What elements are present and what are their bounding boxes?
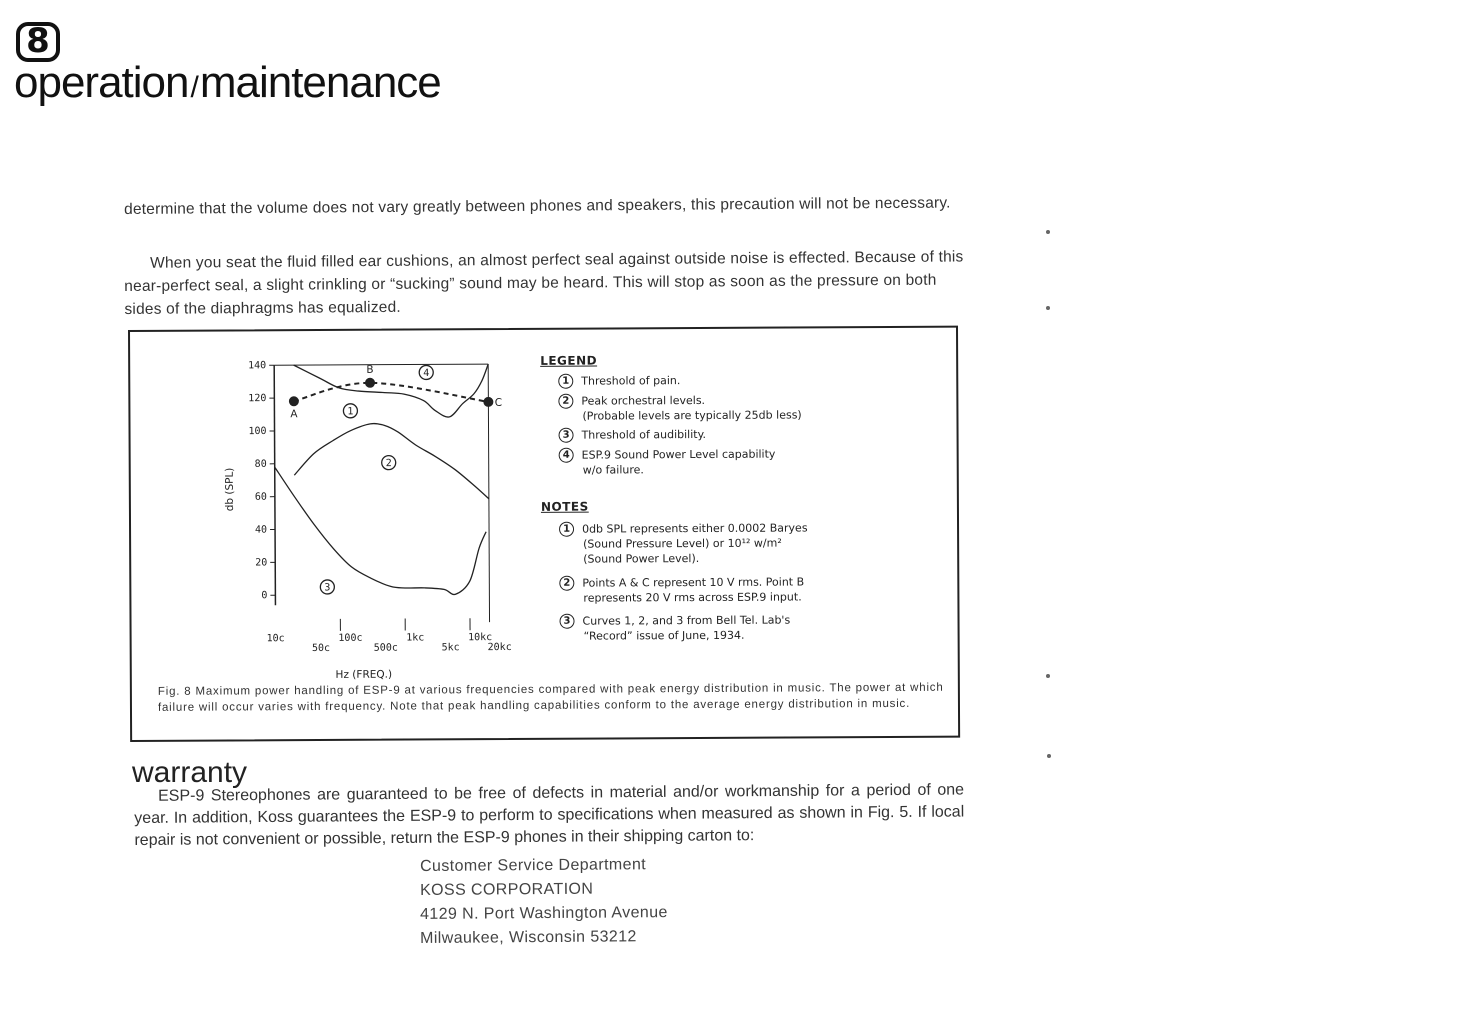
- y-tick-label: 20: [255, 557, 268, 569]
- note-line: “Record” issue of June, 1934.: [583, 628, 745, 643]
- x-tick-label: 10kc: [468, 632, 493, 644]
- legend-item: 4 ESP.9 Sound Power Level capability: [559, 447, 776, 463]
- address-line: 4129 N. Port Washington Avenue: [420, 904, 668, 923]
- x-tick-label: 20kc: [487, 641, 512, 654]
- title-separator: /: [190, 71, 198, 104]
- legend-item: 1 Threshold of pain.: [558, 373, 680, 389]
- y-tick-label: 40: [254, 524, 268, 536]
- data-point: [365, 378, 375, 388]
- note-item: 3 Curves 1, 2, and 3 from Bell Tel. Lab's: [559, 613, 790, 629]
- point-label: A: [290, 408, 298, 421]
- notes-panel: [540, 499, 808, 643]
- curve-number-label: 3: [324, 582, 331, 594]
- y-tick-label: 0: [261, 590, 268, 602]
- intro-paragraph-1: determine that the volume does not vary greatly between phones and speakers, this precaution will not be necessary.: [124, 194, 951, 218]
- title-left: operation: [14, 58, 189, 107]
- note-line: (Sound Pressure Level) or 10¹² w/m²: [583, 536, 782, 551]
- legend-item-sub: (Probable levels are typically 25db less): [582, 408, 802, 423]
- data-point: [483, 397, 493, 407]
- y-tick-label: 140: [248, 360, 267, 372]
- address-line: Milwaukee, Wisconsin 53212: [420, 928, 637, 947]
- warranty-heading: warranty: [132, 756, 248, 789]
- curve-number-label: 2: [385, 458, 392, 470]
- legend-heading: LEGEND: [540, 353, 598, 368]
- x-tick-label: 1kc: [406, 632, 425, 644]
- top-axis-line: [274, 364, 488, 365]
- legend-item-sub: w/o failure.: [582, 463, 644, 477]
- x-tick-label: 500c: [373, 642, 398, 654]
- series-3-line: [275, 466, 487, 595]
- title-right: maintenance: [199, 58, 441, 107]
- page-title: [14, 58, 441, 108]
- x-tick-label: 100c: [338, 632, 363, 644]
- margin-mark: [1046, 230, 1050, 234]
- curve-number-label: 1: [347, 406, 354, 418]
- legend-panel: [540, 353, 802, 477]
- intro-paragraph-2: When you seat the fluid filled ear cushions, an almost perfect seal against outside noise is effected. Because of this near-perfect seal, a slight crinkling or “sucking” sound may be heard. This will stop as soon as the pressure on both sides of the diaphragms has equalized.: [124, 248, 964, 318]
- y-tick-label: 80: [254, 458, 267, 470]
- x-tick-label: 50c: [311, 642, 331, 655]
- y-tick-label: 60: [254, 491, 267, 503]
- note-item: 2 Points A & C represent 10 V rms. Point B: [559, 574, 804, 590]
- margin-mark: [1047, 754, 1051, 758]
- x-tick-label: 5kc: [441, 642, 460, 654]
- legend-item: 2 Peak orchestral levels.: [558, 393, 705, 409]
- point-label: B: [366, 363, 374, 376]
- x-axis-label: Hz (FREQ.): [335, 668, 393, 681]
- y-axis-line: [274, 365, 275, 605]
- address-line: KOSS CORPORATION: [420, 880, 594, 899]
- address-line: Customer Service Department: [420, 856, 647, 875]
- y-tick-label: 100: [248, 425, 267, 438]
- y-tick-label: 120: [248, 393, 267, 405]
- y-axis-label: db (SPL): [223, 467, 236, 512]
- data-point: [289, 396, 299, 406]
- figure-caption: Fig. 8 Maximum power handling of ESP-9 at various frequencies compared with peak energy distribution in music. The power at which failure will occur varies with frequency. Note that peak handling capabilities conform to the average energy distribution in music.: [157, 681, 944, 714]
- x-tick-label: 10c: [266, 633, 285, 645]
- note-line: represents 20 V rms across ESP.9 input.: [583, 590, 802, 605]
- warranty-paragraph: ESP-9 Stereophones are guaranteed to be free of defects in material and/or workmanship for a period of one year. In addition, Koss guarantees the ESP-9 to perform to specifications when measured as shown in Fig. 5. If local repair is not convenient or possible, return the ESP-9 phones in their shipping carton to:: [134, 781, 965, 849]
- margin-mark: [1046, 306, 1050, 310]
- notes-heading: NOTES: [540, 499, 589, 514]
- note-line: (Sound Power Level).: [583, 552, 700, 566]
- margin-mark: [1046, 674, 1050, 678]
- section-number-badge: 8: [16, 22, 60, 62]
- point-label: C: [494, 396, 503, 409]
- curve-number-label: 4: [423, 367, 430, 379]
- legend-item: 3 Threshold of audibility.: [559, 427, 707, 443]
- note-item: 1 0db SPL represents either 0.0002 Baryes: [559, 520, 808, 536]
- figure-box: [128, 326, 960, 742]
